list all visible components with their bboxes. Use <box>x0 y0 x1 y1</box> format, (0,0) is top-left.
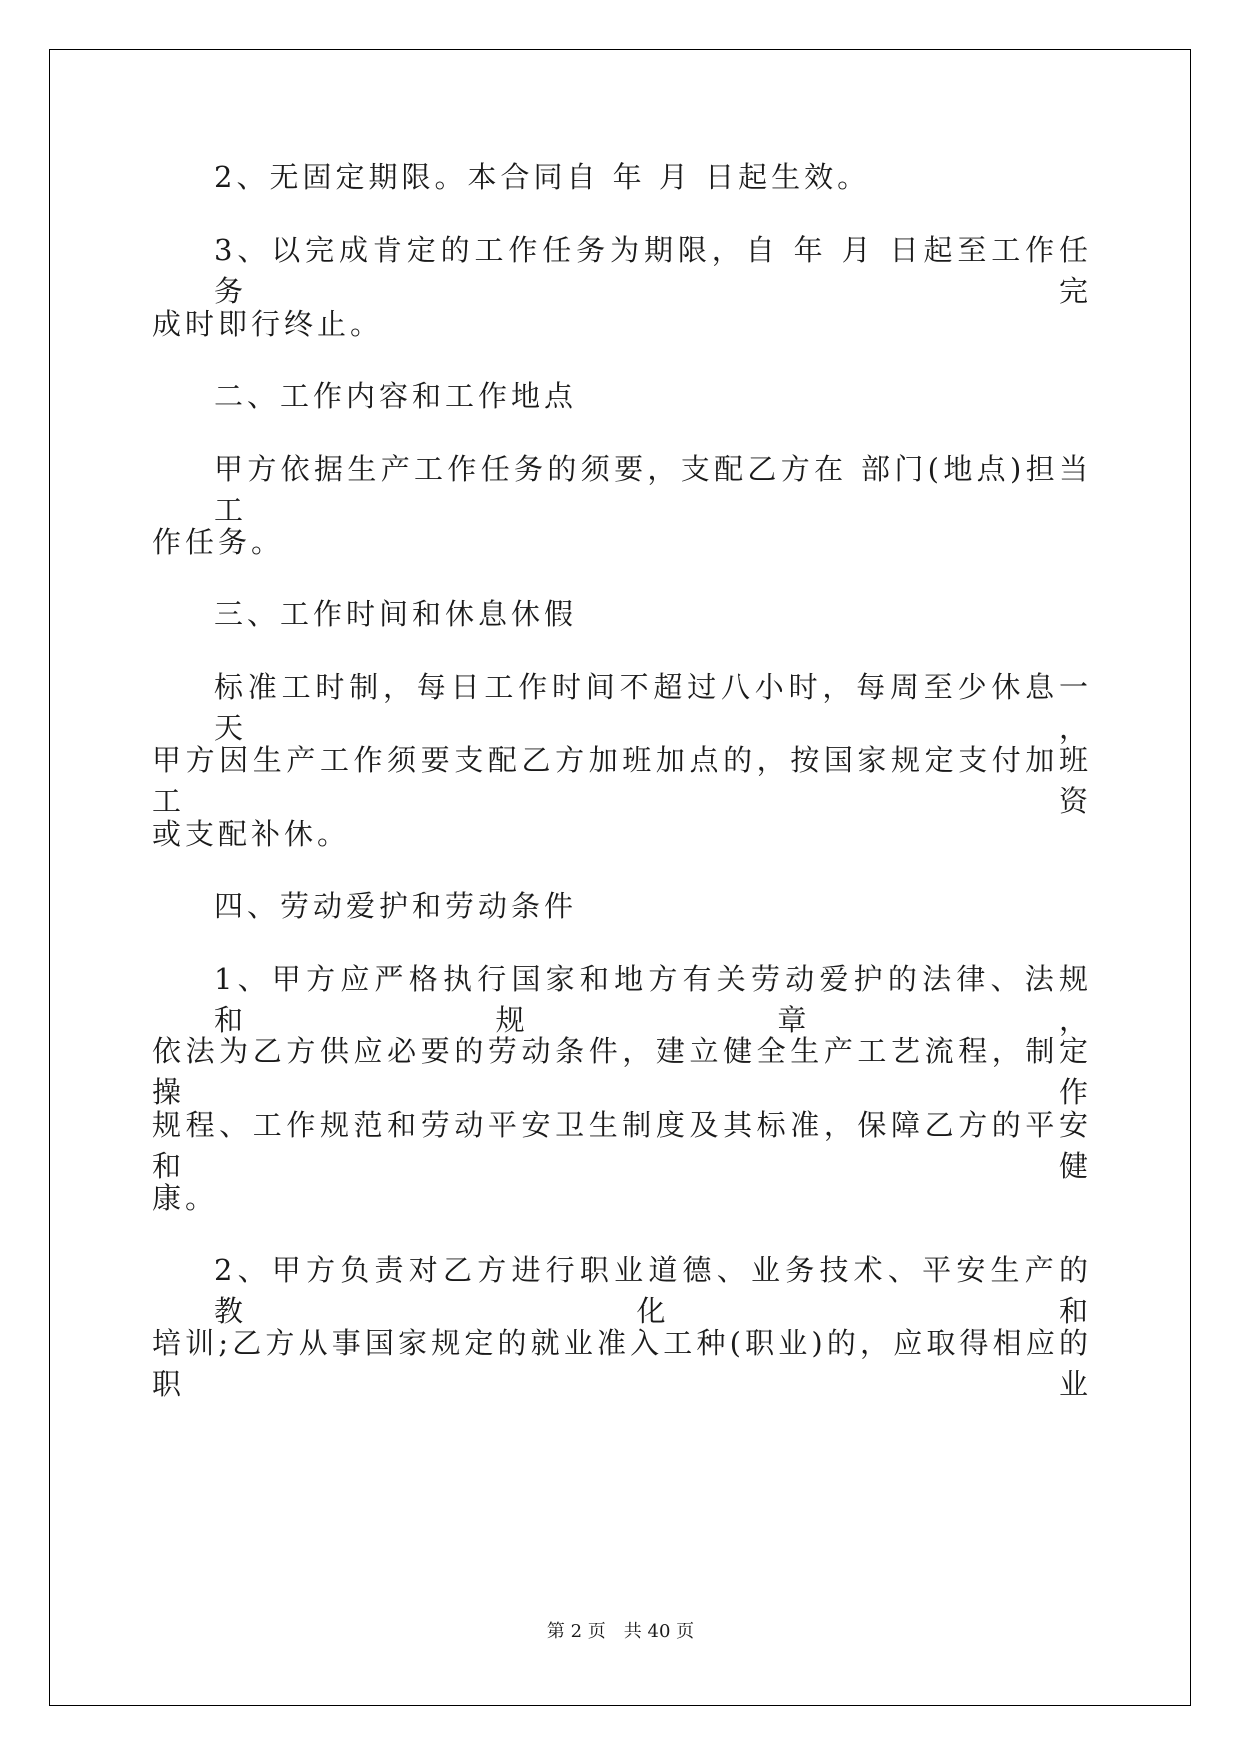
paragraph-line: 作任务。 <box>152 525 285 559</box>
paragraph-line: 甲方依据生产工作任务的须要，支配乙方在 部门(地点)担当 工 <box>214 452 1092 527</box>
section-heading: 三、工作时间和休息休假 <box>214 597 578 631</box>
paragraph-line: 规程、工作规范和劳动平安卫生制度及其标准，保障乙方的平安和健 <box>152 1108 1092 1183</box>
paragraph-line: 2、甲方负责对乙方进行职业道德、业务技术、平安生产的教化和 <box>214 1253 1092 1328</box>
section-heading: 二、工作内容和工作地点 <box>214 379 578 413</box>
paragraph-line: 依法为乙方供应必要的劳动条件，建立健全生产工艺流程，制定操作 <box>152 1034 1092 1109</box>
paragraph-line: 3、以完成肯定的工作任务为期限，自 年 月 日起至工作任务 完 <box>214 233 1092 308</box>
paragraph-line: 2、无固定期限。本合同自 年 月 日起生效。 <box>214 160 871 194</box>
paragraph-line: 1、甲方应严格执行国家和地方有关劳动爱护的法律、法规和规章， <box>214 962 1092 1037</box>
paragraph-line: 或支配补休。 <box>152 817 351 851</box>
paragraph-line: 标准工时制，每日工作时间不超过八小时，每周至少休息一天， <box>214 670 1092 745</box>
paragraph-line: 甲方因生产工作须要支配乙方加班加点的，按国家规定支付加班工资 <box>152 743 1092 818</box>
paragraph-line: 培训;乙方从事国家规定的就业准入工种(职业)的，应取得相应的职业 <box>152 1326 1092 1401</box>
paragraph-line: 成时即行终止。 <box>152 307 384 341</box>
section-heading: 四、劳动爱护和劳动条件 <box>214 889 578 923</box>
page-number: 第 2 页 共 40 页 <box>546 1621 695 1642</box>
paragraph-line: 康。 <box>152 1181 219 1215</box>
